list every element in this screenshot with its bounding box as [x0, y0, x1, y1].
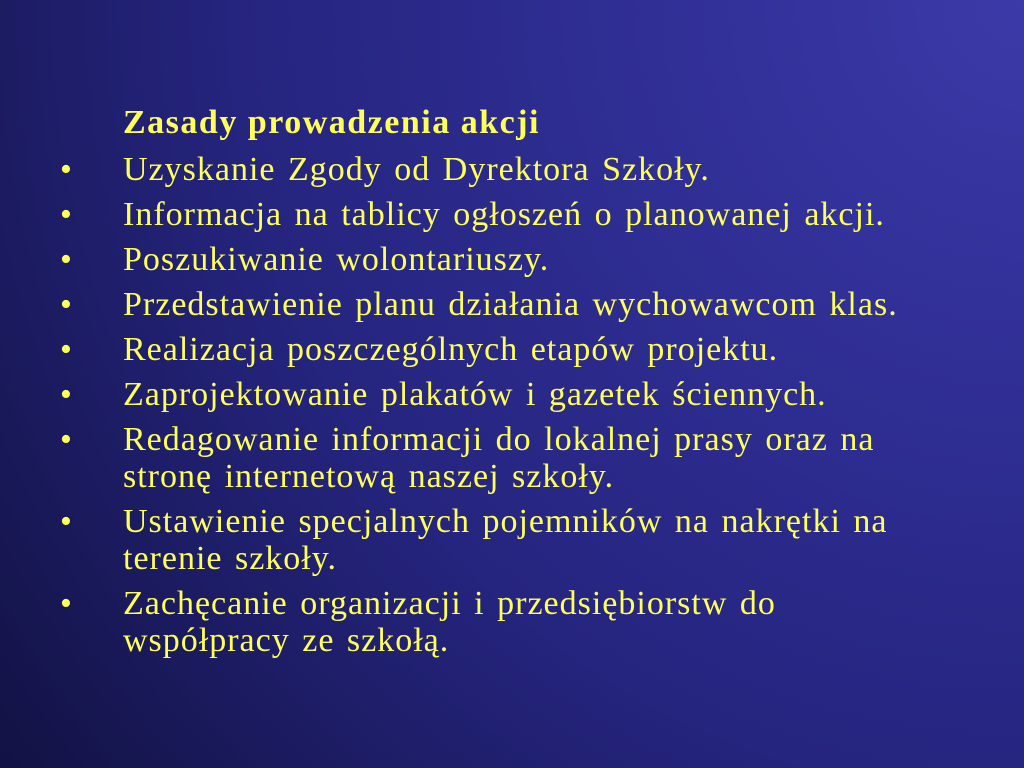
bullet-icon: • [60, 331, 72, 368]
list-item-text: Redagowanie informacji do lokalnej prasy oraz na stronę internetową naszej szkoły. [123, 421, 875, 495]
slide-title: Zasady prowadzenia akcji [123, 104, 540, 141]
bullet-icon: • [60, 151, 72, 188]
list-item-text: Zachęcanie organizacji i przedsiębiorstw do współpracy ze szkołą. [123, 585, 776, 659]
list-item-text: Uzyskanie Zgody od Dyrektora Szkoły. [123, 151, 710, 188]
list-item [0, 151, 1000, 188]
bullet-icon: • [60, 585, 72, 622]
bullet-icon: • [60, 196, 72, 233]
list-item-text: Informacja na tablicy ogłoszeń o planowanej akcji. [123, 196, 885, 233]
bullet-list [0, 151, 1000, 667]
list-item [0, 503, 1000, 577]
list-item [0, 421, 1000, 495]
list-item [0, 196, 1000, 233]
list-item [0, 286, 1000, 323]
bullet-icon: • [60, 503, 72, 540]
list-item-text: Ustawienie specjalnych pojemników na nakrętki na terenie szkoły. [123, 503, 888, 577]
bullet-icon: • [60, 286, 72, 323]
list-item-text: Poszukiwanie wolontariuszy. [123, 241, 550, 278]
list-item-text: Przedstawienie planu działania wychowawcom klas. [123, 286, 898, 323]
bullet-icon: • [60, 376, 72, 413]
list-item [0, 376, 1000, 413]
list-item-text: Realizacja poszczególnych etapów projektu. [123, 331, 779, 368]
list-item-text: Zaprojektowanie plakatów i gazetek ściennych. [123, 376, 827, 413]
list-item [0, 241, 1000, 278]
bullet-icon: • [60, 241, 72, 278]
list-item [0, 585, 1000, 659]
list-item [0, 331, 1000, 368]
bullet-icon: • [60, 421, 72, 458]
